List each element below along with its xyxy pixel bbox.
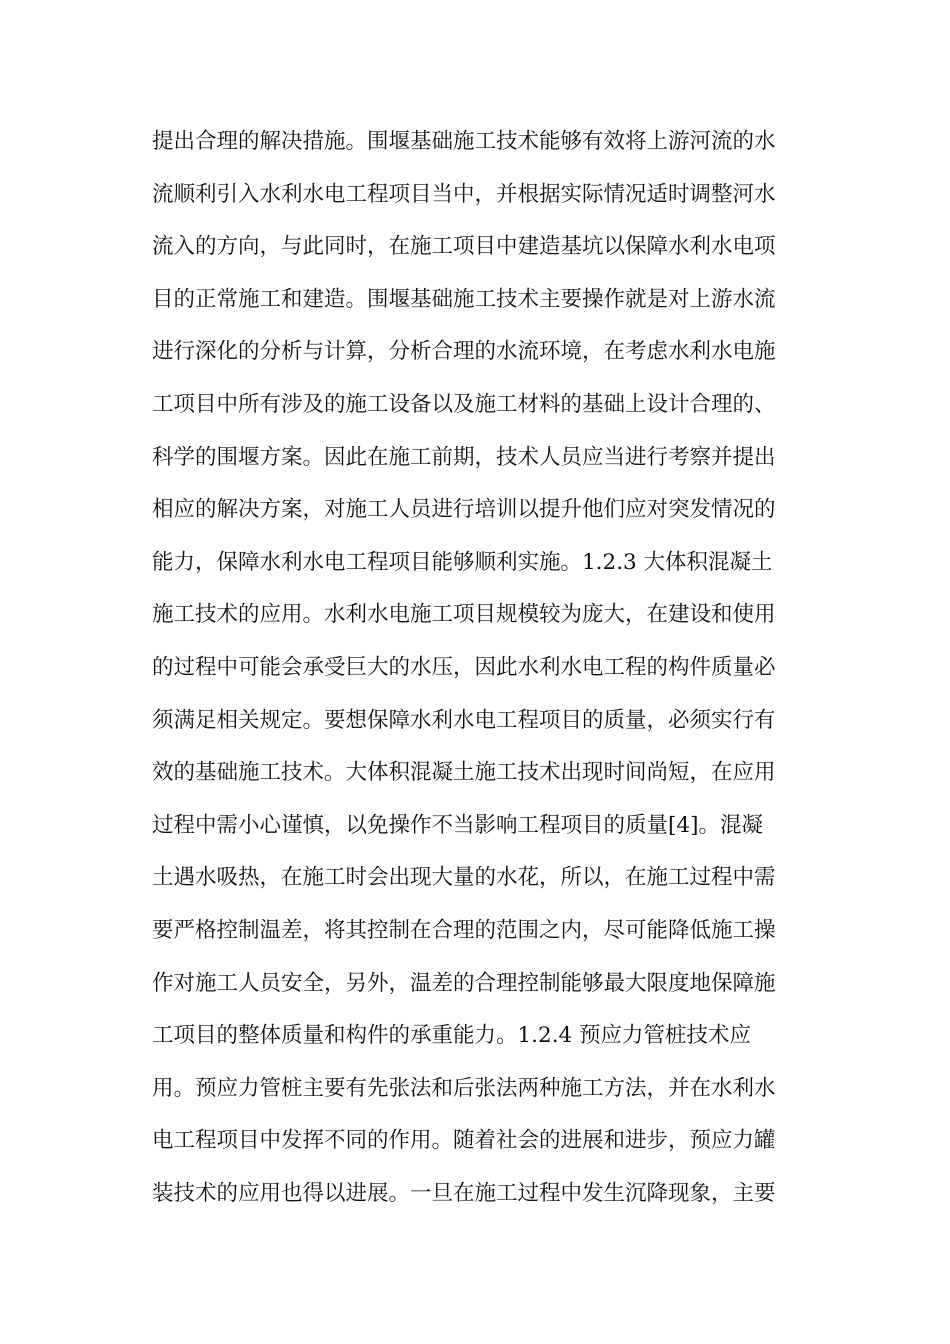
text-line: 装技术的应用也得以进展。一旦在施工过程中发生沉降现象，主要 — [152, 1180, 776, 1206]
text-line: 用。预应力管桩主要有先张法和后张法两种施工方法，并在水利水 — [152, 1075, 776, 1101]
text-line: 的过程中可能会承受巨大的水压，因此水利水电工程的构件质量必 — [152, 654, 776, 680]
text-line: 相应的解决方案，对施工人员进行培训以提升他们应对突发情况的 — [152, 497, 776, 523]
text-line: 工项目中所有涉及的施工设备以及施工材料的基础上设计合理的、 — [152, 391, 776, 417]
body-text — [152, 116, 812, 1220]
text-line: 作对施工人员安全，另外，温差的合理控制能够最大限度地保障施 — [152, 970, 776, 996]
text-line: 工项目的整体质量和构件的承重能力。1.2.4 预应力管桩技术应 — [152, 1023, 752, 1049]
text-line: 能力，保障水利水电工程项目能够顺利实施。1.2.3 大体积混凝土 — [152, 549, 773, 575]
text-line: 进行深化的分析与计算，分析合理的水流环境，在考虑水利水电施 — [152, 339, 776, 365]
text-line: 科学的围堰方案。因此在施工前期，技术人员应当进行考察并提出 — [152, 444, 776, 470]
text-line: 电工程项目中发挥不同的作用。随着社会的进展和进步，预应力罐 — [152, 1128, 776, 1154]
text-line: 目的正常施工和建造。围堰基础施工技术主要操作就是对上游水流 — [152, 286, 776, 312]
text-line: 要严格控制温差，将其控制在合理的范围之内，尽可能降低施工操 — [152, 917, 776, 943]
text-line: 须满足相关规定。要想保障水利水电工程项目的质量，必须实行有 — [152, 707, 776, 733]
text-line: 土遇水吸热，在施工时会出现大量的水花，所以，在施工过程中需 — [152, 865, 776, 891]
text-line: 施工技术的应用。水利水电施工项目规模较为庞大，在建设和使用 — [152, 602, 776, 628]
text-line: 过程中需小心谨慎，以免操作不当影响工程项目的质量[4]。混凝 — [152, 812, 763, 838]
text-line: 流入的方向，与此同时，在施工项目中建造基坑以保障水利水电项 — [152, 234, 776, 260]
text-line: 流顺利引入水利水电工程项目当中，并根据实际情况适时调整河水 — [152, 181, 776, 207]
text-line: 提出合理的解决措施。围堰基础施工技术能够有效将上游河流的水 — [152, 129, 776, 154]
text-line: 效的基础施工技术。大体积混凝土施工技术出现时间尚短，在应用 — [152, 760, 776, 786]
